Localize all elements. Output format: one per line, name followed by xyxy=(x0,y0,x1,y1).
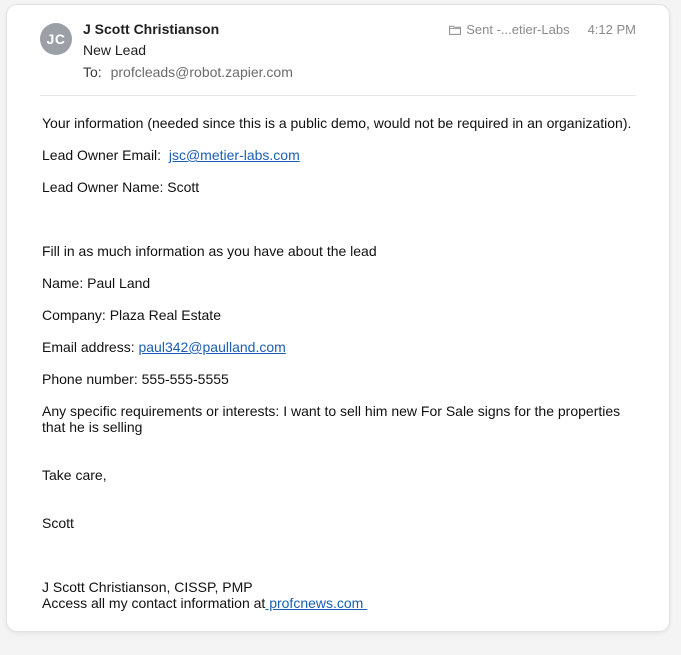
lead-phone-line: Phone number: 555-555-5555 xyxy=(42,371,229,387)
lead-email-line xyxy=(42,339,642,355)
avatar-initials: JC xyxy=(46,31,66,47)
owner-name-line: Lead Owner Name: Scott xyxy=(42,179,200,195)
to-label: To: xyxy=(83,64,102,80)
owner-email-line xyxy=(42,147,642,163)
message-meta xyxy=(449,22,636,37)
folder-icon xyxy=(449,25,461,35)
signature-name: J Scott Christianson, CISSP, PMP xyxy=(42,579,253,595)
signature-access-line xyxy=(42,595,642,611)
lead-email-link[interactable]: paul342@paulland.com xyxy=(138,339,286,355)
recipient-address[interactable]: profcleads@robot.zapier.com xyxy=(110,64,293,80)
lead-company-line: Company: Plaza Real Estate xyxy=(42,307,221,323)
intro-text: Your information (needed since this is a public demo, would not be required in an organization). xyxy=(42,115,632,131)
owner-email-label: Lead Owner Email: xyxy=(42,147,162,163)
lead-email-label: Email address: xyxy=(42,339,135,355)
avatar[interactable] xyxy=(40,23,72,55)
header-divider xyxy=(40,95,636,96)
lead-requirements-line: Any specific requirements or interests: I want to sell him new For Sale signs for the properties that he is selling xyxy=(42,403,621,435)
closing-text: Take care, xyxy=(42,467,107,483)
mailbox-folder[interactable]: Sent -...etier-Labs xyxy=(466,22,570,37)
recipient-row xyxy=(83,64,293,80)
email-message-card xyxy=(7,5,669,631)
message-time: 4:12 PM xyxy=(587,22,636,37)
email-subject: New Lead xyxy=(83,42,147,58)
lead-name-line: Name: Paul Land xyxy=(42,275,151,291)
owner-email-link[interactable]: jsc@metier-labs.com xyxy=(168,147,300,163)
signature-link[interactable]: profcnews.com xyxy=(265,595,368,611)
sender-name[interactable]: J Scott Christianson xyxy=(83,21,220,37)
signature-access-text: Access all my contact information at xyxy=(42,595,266,611)
signoff-text: Scott xyxy=(42,515,74,531)
fill-in-text: Fill in as much information as you have about the lead xyxy=(42,243,377,259)
